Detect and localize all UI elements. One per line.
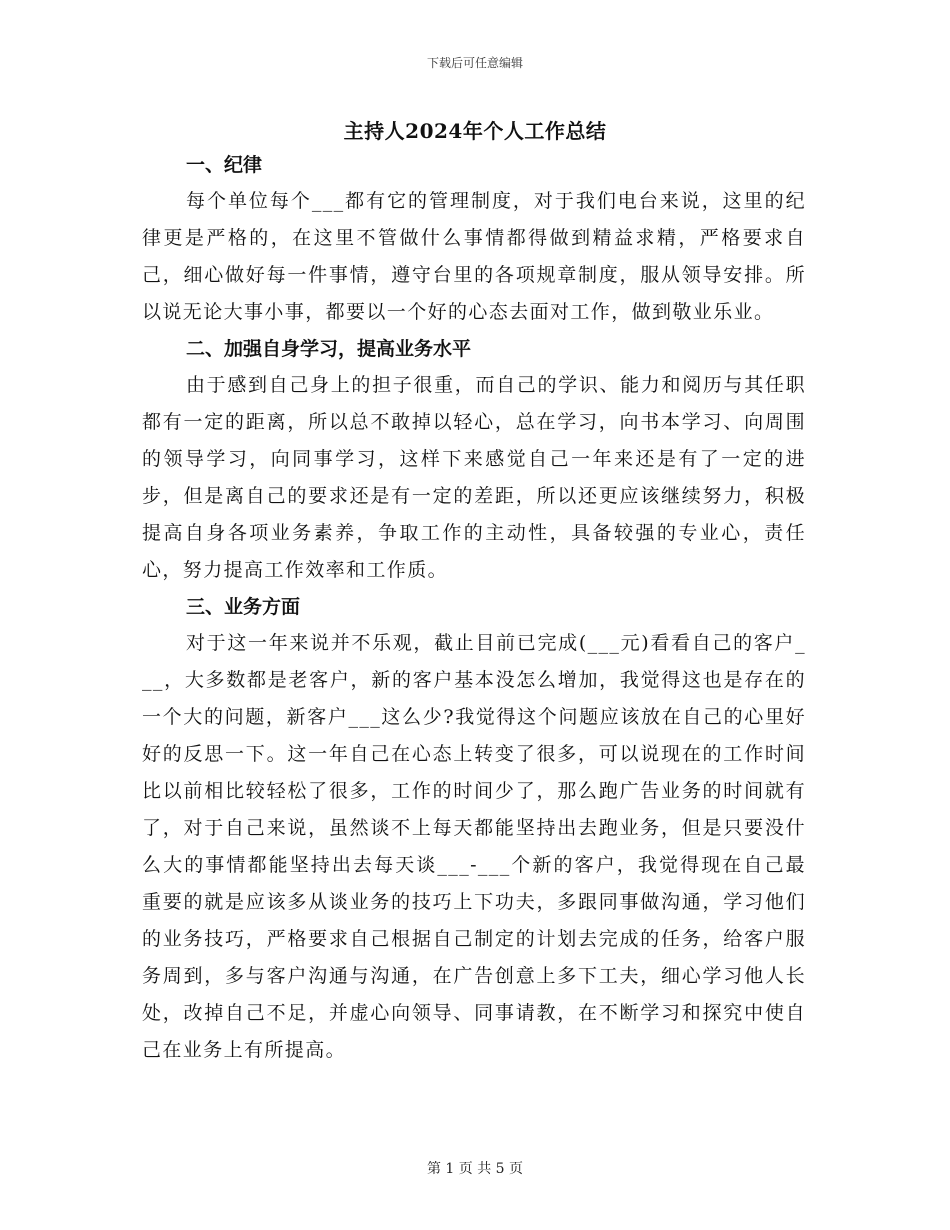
document-body [142, 147, 806, 1069]
document-title: 主持人2024年个人工作总结 [343, 119, 607, 143]
section-paragraph-self-study: 由于感到自己身上的担子很重，而自己的学识、能力和阅历与其任职都有一定的距离，所以总不敢掉以轻心，总在学习，向书本学习、向周围的领导学习，向同事学习，这样下来感觉自己一年来还是有了一定的进步，但是离自己的要求还是有一定的差距，所以还更应该继续努力，积极提高自身各项业务素养，争取工作的主动性，具备较强的专业心，责任心，努力提高工作效率和工作质。 [142, 374, 806, 581]
section-heading-business: 三、业务方面 [186, 596, 301, 618]
section-paragraph-discipline: 每个单位每个___都有它的管理制度，对于我们电台来说，这里的纪律更是严格的，在这里不管做什么事情都得做到精益求精，严格要求自己，细心做好每一件事情，遵守台里的各项规章制度，服从领导安排。所以说无论大事小事，都要以一个好的心态去面对工作，做到敬业乐业。 [142, 190, 806, 323]
header-note: 下载后可任意编辑 [426, 56, 523, 70]
section-heading-self-study: 二、加强自身学习，提高业务水平 [186, 338, 472, 360]
page-number-footer: 第 1 页 共 5 页 [426, 1161, 524, 1177]
section-heading-discipline: 一、纪律 [186, 154, 263, 176]
section-paragraph-business: 对于这一年来说并不乐观，截止目前已完成(___元)看看自己的客户___，大多数都是老客户，新的客户基本没怎么增加，我觉得这也是存在的一个大的问题，新客户___这么少?我觉得这个问题应该放在自己的心里好好的反思一下。这一年自己在心态上转变了很多，可以说现在的工作时间比以前相比较轻松了很多，工作的时间少了，那么跑广告业务的时间就有了，对于自己来说，虽然谈不上每天都能坚持出去跑业务，但是只要没什么大的事情都能坚持出去每天谈___-___个新的客户，我觉得现在自己最重要的就是应该多从谈业务的技巧上下功夫，多跟同事做沟通，学习他们的业务技巧，严格要求自己根据自己制定的计划去完成的任务，给客户服务周到，多与客户沟通与沟通，在广告创意上多下工夫，细心学习他人长处，改掉自己不足，并虚心向领导、同事请教，在不断学习和探究中使自己在业务上有所提高。 [142, 632, 806, 1061]
